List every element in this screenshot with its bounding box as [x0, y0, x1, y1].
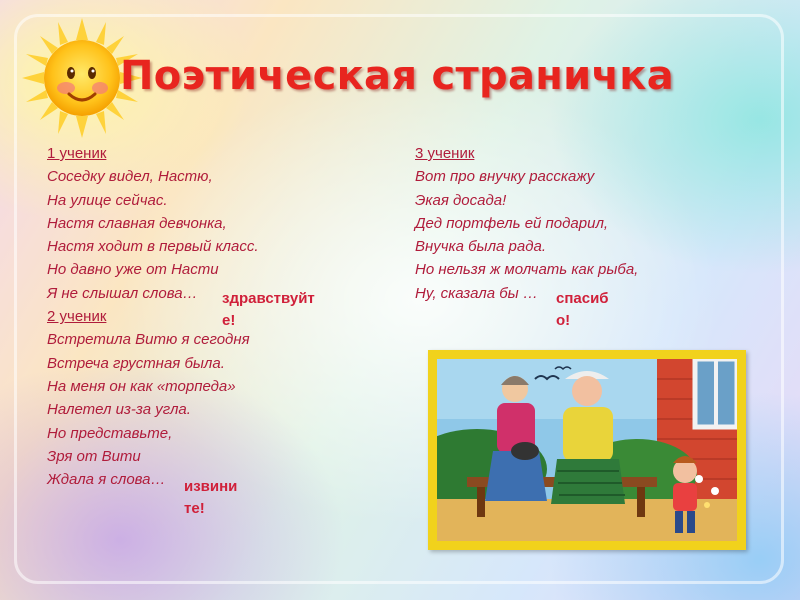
student-2-header: 2 ученик [47, 308, 107, 326]
poem-line: Встреча грустная была. [47, 354, 225, 372]
page-title: Поэтическая страничка [120, 53, 675, 99]
student-3-header: 3 ученик [415, 145, 475, 162]
poem-right [415, 142, 735, 305]
poem-line: Но давно уже от Насти [47, 261, 219, 279]
hint-thanks[interactable]: спасибо! [556, 290, 609, 329]
poem-line: Но нельзя ж молчать как рыба, [415, 261, 639, 279]
grandmothers-on-bench-picture [428, 350, 746, 550]
poem-line: Экая досада! [415, 191, 507, 209]
poem-line: Соседку видел, Настю, [47, 168, 213, 186]
student-1-header: 1 ученик [47, 145, 107, 162]
poem-line: Внучка была рада. [415, 238, 547, 256]
poem-line: На улице сейчас. [47, 191, 168, 209]
poem-line: Налетел из-за угла. [47, 401, 191, 419]
poem-line: Но представьте, [47, 424, 173, 442]
poem-line: Настя ходит в первый класс. [47, 238, 259, 256]
hint-sorry[interactable]: извините! [184, 478, 238, 517]
hint-hello[interactable]: здравствуйте! [222, 290, 315, 329]
poem-line: Ну, сказала бы … [415, 284, 538, 302]
poem-line: Я не слышал слова… [47, 284, 198, 302]
poem-line: Зря от Вити [47, 447, 141, 465]
poem-line: Настя славная девчонка, [47, 214, 227, 232]
poem-line: Дед портфель ей подарил, [415, 214, 609, 232]
poem-line: Встретила Витю я сегодня [47, 331, 250, 349]
poem-line: Ждала я слова… [47, 471, 166, 489]
poem-line: На меня он как «торпеда» [47, 377, 236, 395]
illustration-scene [437, 359, 737, 541]
poem-line: Вот про внучку расскажу [415, 168, 595, 186]
